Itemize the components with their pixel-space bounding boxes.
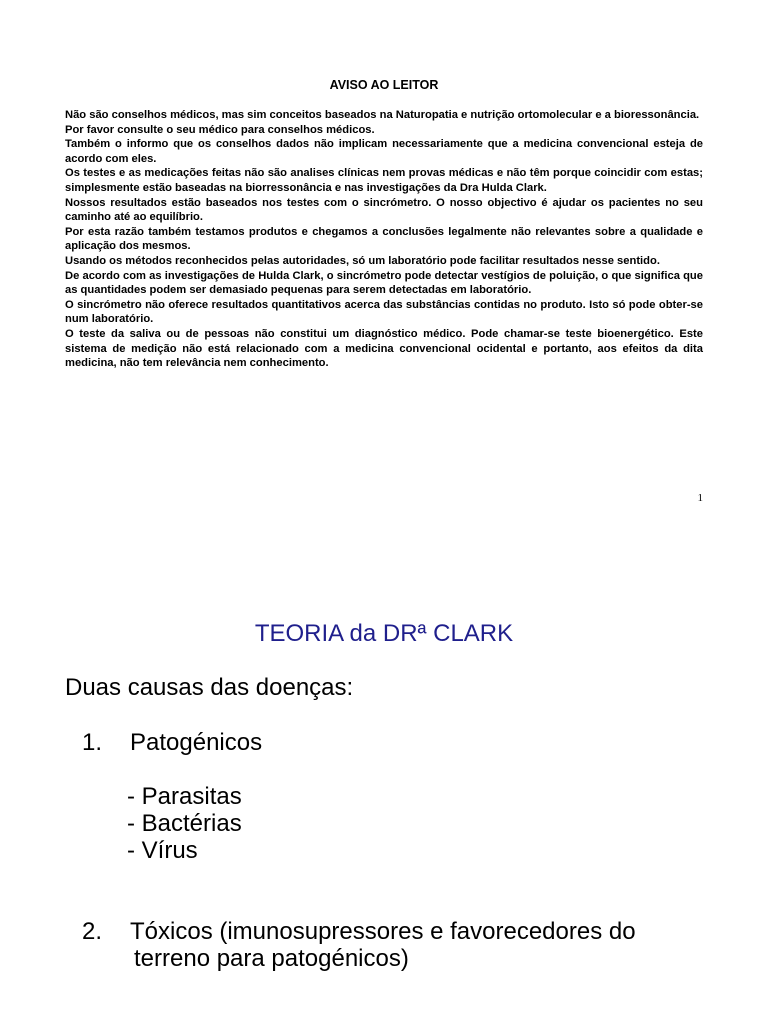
sub-list-item: - Bactérias [127,810,242,837]
notice-paragraph: Os testes e as medicações feitas não são analises clínicas nem provas médicas e não têm porque coincidir com estas; simplesmente estão baseadas na biorressonância e nas investigações da Dra Hulda Clark. [65,167,703,194]
page-number: 1 [697,492,703,504]
list-item-label: Patogénicos [130,729,263,756]
notice-paragraph: De acordo com as investigações de Hulda Clark, o sincrómetro pode detectar vestígios de poluição, o que significa que as quantidades podem ser demasiado pequenas para serem detectadas em laboratório. [65,269,703,297]
list-item-toxics [82,918,636,972]
notice-paragraph: Usando os métodos reconhecidos pelas autoridades, só um laboratório pode facilitar resultados nesse sentido. [65,254,660,267]
pathogen-sub-list [127,783,242,864]
notice-paragraph: Não são conselhos médicos, mas sim conceitos baseados na Naturopatia e nutrição ortomolecular e a bioressonância. [65,109,700,121]
notice-paragraph: O sincrómetro não oferece resultados quantitativos acerca das substâncias contidas no produto. Isto só pode obter-se num laboratório. [65,298,703,326]
sub-list-item: - Vírus [127,837,198,864]
notice-paragraph: Por favor consulte o seu médico para conselhos médicos. [65,123,375,136]
slide-title: TEORIA da DRª CLARK [254,620,514,647]
notice-body [65,108,703,371]
list-item-number: 1. [82,729,103,756]
notice-paragraph: O teste da saliva ou de pessoas não constitui um diagnóstico médico. Pode chamar-se teste bioenergético. Este sistema de medição não está relacionado com a medicina convencional ocidental e portanto, aos efeitos da dita medicina, não tem relevância nem conhecimento. [65,327,703,370]
list-item-label-continuation: terreno para patogénicos) [134,945,409,972]
notice-paragraph: Por esta razão também testamos produtos e chegamos a conclusões legalmente não relevantes sobre a qualidade e aplicação dos mesmos. [65,225,703,253]
list-item-label: Tóxicos (imunosupressores e favorecedores do [130,918,636,945]
notice-paragraph: Também o informo que os conselhos dados não implicam necessariamente que a medicina convencional esteja de acordo com eles. [65,138,703,165]
slide-subtitle: Duas causas das doenças: [65,674,354,701]
sub-list-item: - Parasitas [127,783,242,810]
notice-title: AVISO AO LEITOR [329,78,439,92]
list-item-number: 2. [82,918,103,945]
notice-paragraph: Nossos resultados estão baseados nos testes com o sincrómetro. O nosso objectivo é ajudar os pacientes no seu caminho até ao equilíbrio. [65,196,703,224]
list-item-pathogens [82,728,262,758]
